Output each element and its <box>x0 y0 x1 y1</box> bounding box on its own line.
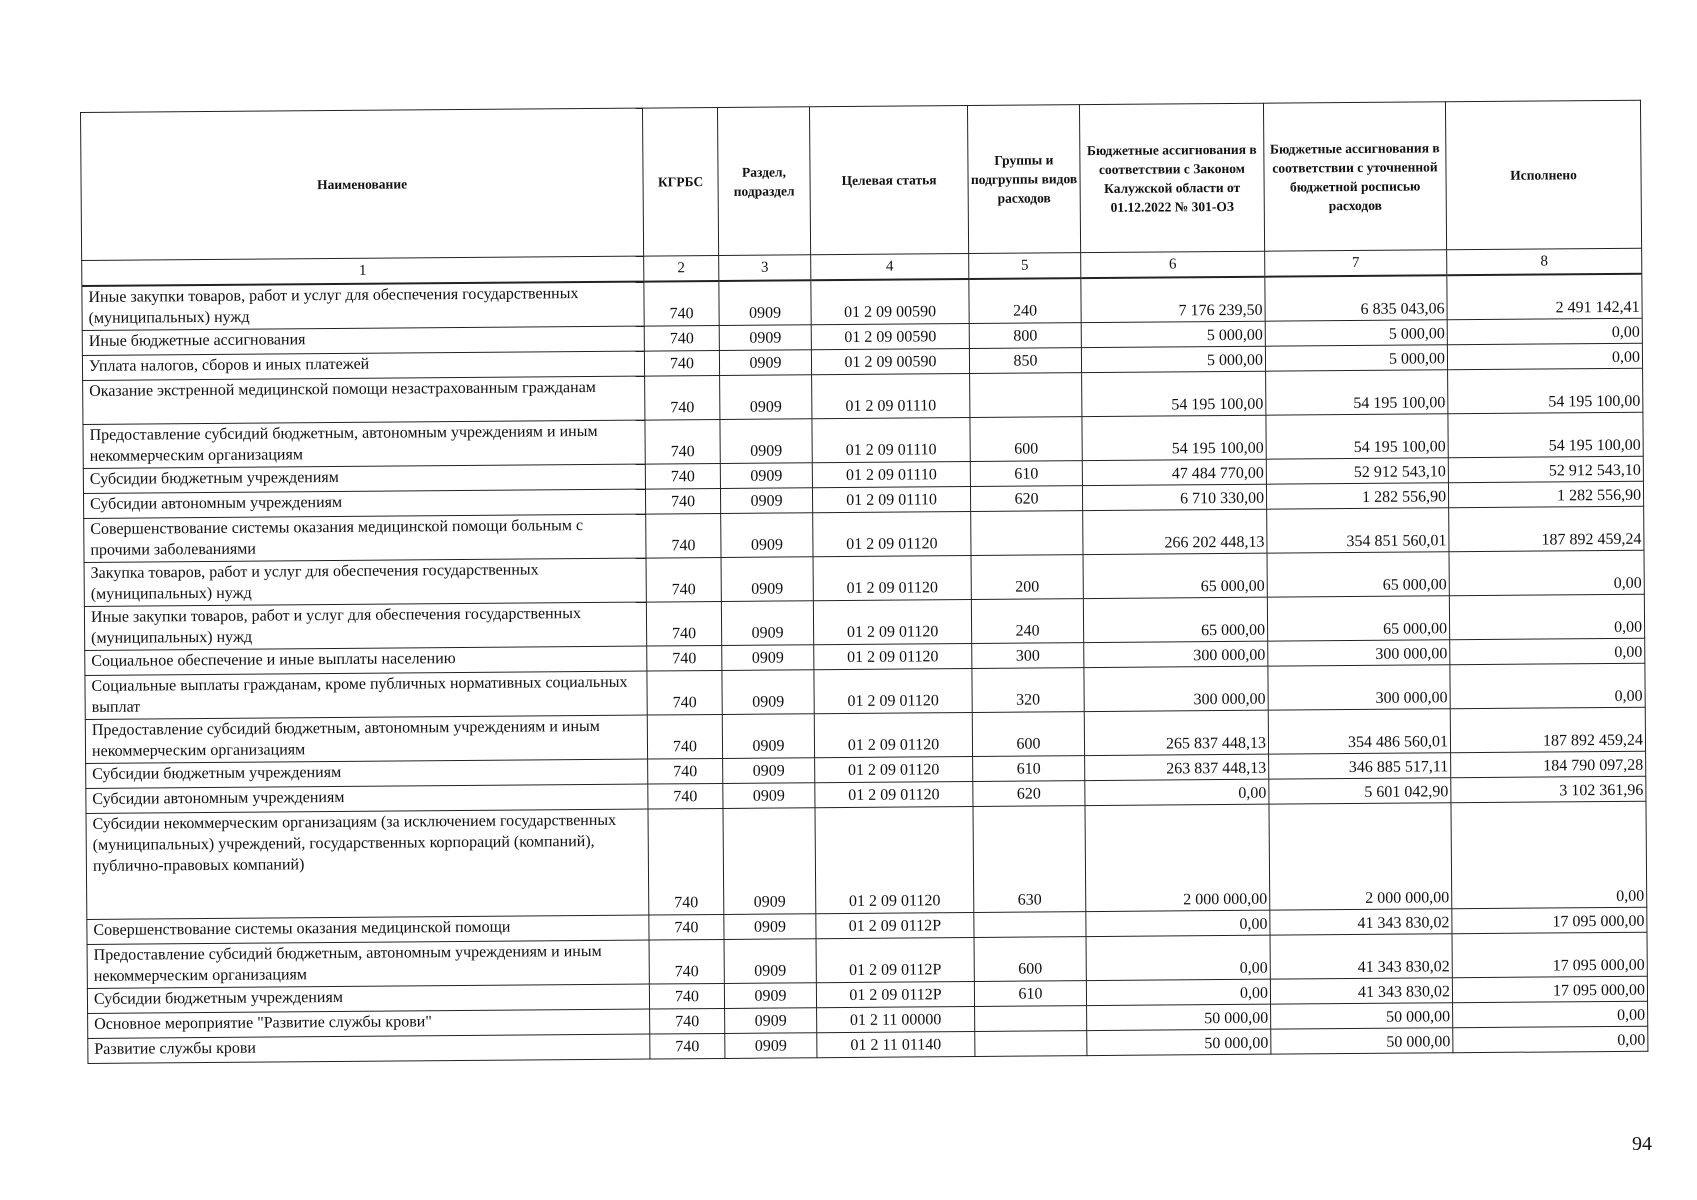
row-celevaya: 01 2 09 01110 <box>812 374 970 419</box>
row-vid: 600 <box>970 417 1082 462</box>
row-name: Закупка товаров, работ и услуг для обеспечения государственных (муниципальных) нужд <box>84 558 646 606</box>
row-vid: 600 <box>974 937 1086 982</box>
row-vid: 620 <box>973 781 1085 807</box>
row-vid <box>970 373 1082 418</box>
row-celevaya: 01 2 09 01120 <box>815 782 973 808</box>
row-budget-law: 0,00 <box>1086 979 1270 1005</box>
row-celevaya: 01 2 09 0112Р <box>816 982 974 1008</box>
row-vid: 620 <box>970 486 1082 512</box>
row-name: Субсидии бюджетным учреждениям <box>83 464 645 493</box>
row-executed: 187 892 459,24 <box>1450 707 1645 753</box>
page-number: 94 <box>1632 1133 1652 1155</box>
row-kgrbs: 740 <box>644 350 719 376</box>
row-budget-law: 266 202 448,13 <box>1083 509 1267 554</box>
row-vid: 630 <box>973 806 1086 913</box>
row-budget-law: 0,00 <box>1086 910 1270 936</box>
row-name: Субсидии некоммерческим организациям (за исключением государственных (муниципальных) учреждений, государственных корпораций (компаний), публично-правовых компаний) <box>86 809 649 919</box>
row-budget-law: 50 000,00 <box>1087 1004 1271 1030</box>
row-vid: 320 <box>972 668 1084 713</box>
row-razdel: 0909 <box>725 1008 817 1034</box>
row-celevaya: 01 2 09 01120 <box>814 713 972 758</box>
row-kgrbs: 740 <box>646 601 721 646</box>
row-executed: 0,00 <box>1453 1001 1648 1028</box>
row-razdel: 0909 <box>720 463 812 489</box>
row-celevaya: 01 2 09 01120 <box>815 757 973 783</box>
row-executed: 52 912 543,10 <box>1448 456 1643 483</box>
row-kgrbs: 740 <box>650 1033 725 1059</box>
row-name: Развитие службы крови <box>88 1034 650 1063</box>
row-celevaya: 01 2 09 01120 <box>813 556 971 601</box>
row-razdel: 0909 <box>724 939 816 984</box>
row-kgrbs: 740 <box>650 1008 725 1034</box>
row-name: Совершенствование системы оказания медицинской помощи больным с прочими заболеваниями <box>84 514 646 562</box>
row-executed: 0,00 <box>1449 594 1644 640</box>
row-razdel: 0909 <box>723 808 816 915</box>
header-razdel: Раздел, подраздел <box>717 107 810 256</box>
row-executed: 3 102 361,96 <box>1451 776 1646 803</box>
row-razdel: 0909 <box>724 983 816 1009</box>
row-budget-refined: 41 343 830,02 <box>1270 909 1452 935</box>
row-vid: 200 <box>971 555 1083 600</box>
row-vid: 850 <box>969 348 1081 374</box>
row-kgrbs: 740 <box>649 983 724 1009</box>
column-number: 1 <box>82 256 644 286</box>
row-name: Оказание экстренной медицинской помощи незастрахованным гражданам <box>83 376 645 424</box>
row-budget-refined: 354 851 560,01 <box>1267 508 1449 553</box>
row-razdel: 0909 <box>723 758 815 784</box>
row-vid: 610 <box>974 981 1086 1007</box>
row-budget-refined: 1 282 556,90 <box>1266 483 1448 509</box>
row-name: Субсидии бюджетным учреждениям <box>87 984 649 1013</box>
row-vid <box>974 912 1086 938</box>
row-executed: 17 095 000,00 <box>1452 976 1647 1003</box>
row-executed: 1 282 556,90 <box>1448 481 1643 508</box>
row-vid: 300 <box>972 643 1084 669</box>
row-kgrbs: 740 <box>645 419 720 464</box>
row-razdel: 0909 <box>720 375 812 420</box>
row-celevaya: 01 2 09 0112Р <box>816 938 974 983</box>
table-row <box>86 801 1647 919</box>
row-vid: 240 <box>969 278 1081 323</box>
row-kgrbs: 740 <box>647 645 722 671</box>
row-budget-law: 0,00 <box>1086 935 1270 980</box>
header-name: Наименование <box>81 108 644 260</box>
row-executed: 0,00 <box>1447 318 1642 345</box>
row-budget-law: 5 000,00 <box>1081 321 1265 347</box>
row-executed: 184 790 097,28 <box>1451 751 1646 778</box>
row-budget-refined: 5 000,00 <box>1265 345 1447 371</box>
row-celevaya: 01 2 09 00590 <box>811 279 969 325</box>
row-celevaya: 01 2 09 00590 <box>811 349 969 375</box>
row-budget-law: 6 710 330,00 <box>1082 484 1266 510</box>
row-budget-law: 2 000 000,00 <box>1085 804 1270 911</box>
row-budget-refined: 41 343 830,02 <box>1270 934 1452 979</box>
row-razdel: 0909 <box>719 325 811 351</box>
row-celevaya: 01 2 09 01120 <box>814 669 972 714</box>
row-name: Совершенствование системы оказания медицинской помощи <box>87 915 649 944</box>
row-executed: 0,00 <box>1449 550 1644 596</box>
row-executed: 2 491 142,41 <box>1447 274 1642 320</box>
row-razdel: 0909 <box>720 419 812 464</box>
row-budget-refined: 65 000,00 <box>1267 552 1449 597</box>
column-number: 7 <box>1265 250 1447 277</box>
table-header <box>81 100 1642 286</box>
row-budget-law: 65 000,00 <box>1083 553 1267 598</box>
row-budget-law: 0,00 <box>1085 779 1269 805</box>
row-vid: 240 <box>971 599 1083 644</box>
budget-table <box>80 100 1648 1064</box>
row-razdel: 0909 <box>722 670 814 715</box>
row-razdel: 0909 <box>722 645 814 671</box>
row-celevaya: 01 2 09 01110 <box>812 462 970 488</box>
row-budget-law: 300 000,00 <box>1084 666 1268 711</box>
header-budget-law: Бюджетные ассигнования в соответствии с Законом Калужской области от 01.12.2022 № 301-ОЗ <box>1079 103 1264 252</box>
row-celevaya: 01 2 11 00000 <box>817 1007 975 1033</box>
row-razdel: 0909 <box>721 601 813 646</box>
row-vid <box>975 1031 1087 1057</box>
row-razdel: 0909 <box>722 714 814 759</box>
row-budget-refined: 54 195 100,00 <box>1266 414 1448 459</box>
row-vid <box>975 1006 1087 1032</box>
row-kgrbs: 740 <box>648 783 723 809</box>
header-vid: Группы и подгруппы видов расходов <box>967 105 1080 254</box>
row-budget-refined: 54 195 100,00 <box>1266 370 1448 415</box>
row-budget-refined: 300 000,00 <box>1268 665 1450 710</box>
row-kgrbs: 740 <box>647 670 722 715</box>
row-kgrbs: 740 <box>649 914 724 940</box>
column-number: 4 <box>811 254 969 281</box>
row-name: Предоставление субсидий бюджетным, автономным учреждениям и иным некоммерческим организациям <box>87 940 649 988</box>
row-celevaya: 01 2 09 0112Р <box>816 913 974 939</box>
header-executed: Исполнено <box>1445 100 1641 250</box>
row-budget-refined: 5 000,00 <box>1265 320 1447 346</box>
row-celevaya: 01 2 09 01120 <box>815 807 974 914</box>
row-razdel: 0909 <box>724 914 816 940</box>
column-number: 3 <box>719 255 811 281</box>
row-budget-refined: 346 885 517,11 <box>1269 753 1451 779</box>
row-executed: 54 195 100,00 <box>1448 412 1643 458</box>
row-budget-law: 300 000,00 <box>1084 641 1268 667</box>
row-budget-refined: 6 835 043,06 <box>1265 275 1447 321</box>
row-budget-refined: 354 486 560,01 <box>1268 709 1450 754</box>
column-number: 6 <box>1081 251 1265 278</box>
row-name: Иные закупки товаров, работ и услуг для обеспечения государственных (муниципальных) нужд <box>82 282 644 331</box>
row-celevaya: 01 2 09 01120 <box>813 600 971 645</box>
row-budget-refined: 300 000,00 <box>1268 640 1450 666</box>
row-kgrbs: 740 <box>645 375 720 420</box>
row-celevaya: 01 2 09 01110 <box>812 487 970 513</box>
row-budget-refined: 5 601 042,90 <box>1269 778 1451 804</box>
row-budget-law: 263 837 448,13 <box>1085 754 1269 780</box>
row-kgrbs: 740 <box>645 488 720 514</box>
column-number: 8 <box>1447 248 1642 275</box>
row-celevaya: 01 2 09 01110 <box>812 418 970 463</box>
row-celevaya: 01 2 09 01120 <box>813 512 971 557</box>
row-budget-law: 5 000,00 <box>1081 346 1265 372</box>
row-vid: 800 <box>969 323 1081 349</box>
row-executed: 0,00 <box>1453 1026 1648 1053</box>
row-name: Предоставление субсидий бюджетным, автономным учреждениям и иным некоммерческим организациям <box>83 420 645 468</box>
row-executed: 0,00 <box>1447 343 1642 370</box>
row-razdel: 0909 <box>721 513 813 558</box>
row-vid <box>971 511 1083 556</box>
row-budget-law: 7 176 239,50 <box>1081 277 1265 323</box>
row-budget-refined: 65 000,00 <box>1267 596 1449 641</box>
row-name: Субсидии автономным учреждениям <box>83 489 645 518</box>
header-budget-refined: Бюджетные ассигнования в соответствии с уточненной бюджетной росписью расходов <box>1263 102 1446 251</box>
row-kgrbs: 740 <box>649 939 724 984</box>
row-executed: 0,00 <box>1450 638 1645 665</box>
row-kgrbs: 740 <box>644 325 719 351</box>
row-name: Социальные выплаты гражданам, кроме публичных нормативных социальных выплат <box>85 671 647 719</box>
row-name: Субсидии бюджетным учреждениям <box>86 759 648 788</box>
row-budget-refined: 41 343 830,02 <box>1270 978 1452 1004</box>
row-budget-refined: 50 000,00 <box>1271 1028 1453 1054</box>
row-vid: 610 <box>973 756 1085 782</box>
row-name: Иные закупки товаров, работ и услуг для обеспечения государственных (муниципальных) нужд <box>84 602 646 650</box>
row-kgrbs: 740 <box>648 758 723 784</box>
row-budget-law: 54 195 100,00 <box>1082 415 1266 460</box>
row-executed: 54 195 100,00 <box>1448 368 1643 414</box>
row-budget-law: 50 000,00 <box>1087 1029 1271 1055</box>
row-name: Субсидии автономным учреждениям <box>86 784 648 813</box>
row-name: Иные бюджетные ассигнования <box>82 326 644 355</box>
row-razdel: 0909 <box>719 350 811 376</box>
budget-sheet <box>80 100 1647 1064</box>
row-kgrbs: 740 <box>648 808 724 915</box>
row-budget-refined: 50 000,00 <box>1271 1003 1453 1029</box>
row-razdel: 0909 <box>720 488 812 514</box>
row-name: Предоставление субсидий бюджетным, автономным учреждениям и иным некоммерческим организациям <box>85 715 647 763</box>
row-name: Основное мероприятие "Развитие службы крови" <box>88 1009 650 1038</box>
row-razdel: 0909 <box>721 557 813 602</box>
row-razdel: 0909 <box>725 1033 817 1059</box>
column-number: 2 <box>644 255 719 281</box>
row-celevaya: 01 2 09 00590 <box>811 324 969 350</box>
row-executed: 187 892 459,24 <box>1449 506 1644 552</box>
row-budget-law: 54 195 100,00 <box>1082 371 1266 416</box>
header-celevaya: Целевая статья <box>809 106 968 255</box>
table-body <box>82 274 1648 1064</box>
row-kgrbs: 740 <box>645 463 720 489</box>
row-razdel: 0909 <box>719 280 811 325</box>
row-budget-refined: 52 912 543,10 <box>1266 458 1448 484</box>
column-number: 5 <box>969 253 1081 279</box>
row-vid: 610 <box>970 461 1082 487</box>
row-razdel: 0909 <box>723 783 815 809</box>
row-executed: 17 095 000,00 <box>1452 907 1647 934</box>
row-kgrbs: 740 <box>646 513 721 558</box>
row-kgrbs: 740 <box>647 714 722 759</box>
row-celevaya: 01 2 11 01140 <box>817 1032 975 1058</box>
row-budget-law: 265 837 448,13 <box>1084 710 1268 755</box>
row-name: Социальное обеспечение и иные выплаты населению <box>85 646 647 675</box>
row-name: Уплата налогов, сборов и иных платежей <box>82 351 644 380</box>
row-budget-law: 47 484 770,00 <box>1082 459 1266 485</box>
row-kgrbs: 740 <box>646 557 721 602</box>
row-executed: 17 095 000,00 <box>1452 932 1647 978</box>
row-kgrbs: 740 <box>644 281 719 326</box>
row-vid: 600 <box>972 712 1084 757</box>
row-budget-law: 65 000,00 <box>1083 597 1267 642</box>
row-budget-refined: 2 000 000,00 <box>1269 803 1452 910</box>
row-executed: 0,00 <box>1451 801 1647 909</box>
row-executed: 0,00 <box>1450 663 1645 709</box>
header-kgrbs: КГРБС <box>642 107 718 256</box>
row-celevaya: 01 2 09 01120 <box>814 644 972 670</box>
